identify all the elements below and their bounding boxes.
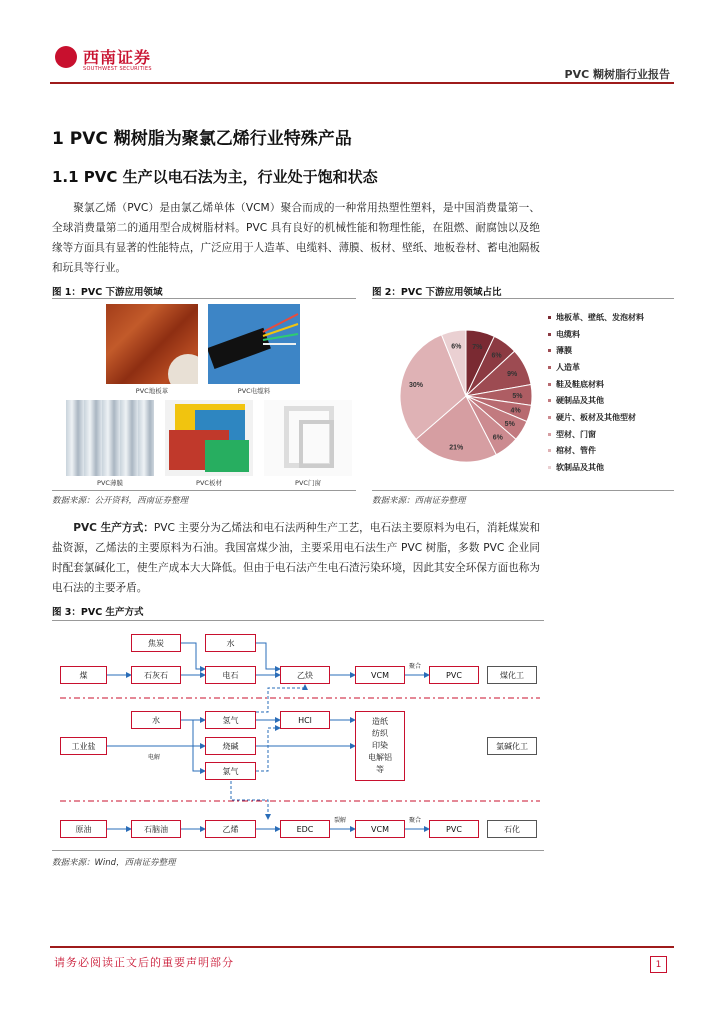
flow-box-pvc-2: PVC (429, 820, 479, 838)
flow-box-hydrogen: 氢气 (205, 711, 256, 729)
pie-label: 4% (510, 407, 521, 415)
flow-box-coal-chem: 煤化工 (487, 666, 537, 684)
flow-box-pvc-1: PVC (429, 666, 479, 684)
label-polymerize-1: 聚合 (409, 663, 422, 670)
legend-label: 软制品及其他 (556, 463, 604, 473)
legend-label: 人造革 (556, 362, 580, 372)
flow-box-chlorine: 氯气 (205, 762, 256, 780)
legend-label: 硬片、板材及其他型材 (556, 412, 636, 422)
brand-name: 西南证券 (83, 48, 152, 67)
flow-box-chlor-alkali: 氯碱化工 (487, 737, 537, 755)
flow-box-carbide: 电石 (205, 666, 256, 684)
legend-label: 型材、门窗 (556, 429, 596, 439)
production-lead: PVC 生产方式： (73, 522, 154, 534)
section-title: 1 PVC 糊树脂为聚氯乙烯行业特殊产品 (52, 129, 352, 149)
flow-box-water-2: 水 (131, 711, 181, 729)
report-title: PVC 糊树脂行业报告 (564, 68, 670, 81)
fig2-title: 图 2：PVC 下游应用领域占比 (372, 287, 502, 298)
pie-label: 6% (451, 343, 462, 351)
caption-film: PVC薄膜 (97, 479, 123, 487)
fig3-source: 数据来源：Wind，西南证券整理 (52, 858, 176, 868)
flow-box-coke: 焦炭 (131, 634, 181, 652)
pie-label: 7% (472, 343, 483, 351)
flow-box-coal: 煤 (60, 666, 107, 684)
pie-label: 21% (449, 444, 464, 452)
flow-box-salt: 工业盐 (60, 737, 107, 755)
pie-label: 6% (492, 434, 503, 442)
legend-label: 薄膜 (556, 346, 572, 356)
legend-label: 棺材、管件 (556, 446, 596, 456)
pie-label: 30% (408, 381, 423, 389)
fig3-title: 图 3：PVC 生产方式 (52, 607, 144, 618)
flow-box-caustic: 烧碱 (205, 737, 256, 755)
page-number: 1 (650, 956, 667, 973)
flow-box-water-1: 水 (205, 634, 256, 652)
flow-box-hcl: HCl (280, 711, 330, 729)
label-cracking: 裂解 (334, 817, 347, 824)
flow-box-crude: 原油 (60, 820, 107, 838)
flow-box-petrochem: 石化 (487, 820, 537, 838)
flow-box-vcm-2: VCM (355, 820, 405, 838)
pie-label: 5% (504, 421, 515, 429)
legend-label: 地板革、壁纸、发泡材料 (556, 312, 644, 322)
pie-label: 5% (512, 393, 523, 401)
footer-rule (50, 946, 674, 948)
brand-name-en: SOUTHWEST SECURITIES (83, 66, 152, 72)
legend-label: 鞋及鞋底材料 (556, 379, 604, 389)
flow-box-vcm-1: VCM (355, 666, 405, 684)
production-text: PVC 主要分为乙烯法和电石法两种生产工艺，电石法主要原料为电石，消耗煤炭和盐资源，乙烯法的主要原料为石油。我国富煤少油，主要采用电石法生产 PVC 树脂，多数 PVC 企业同时配套氯碱化工，使生产成本大大降低。但由于电石法产生电石渣污染环境，因此其安全环保方面也称为电石法的主要矛盾。 (52, 522, 540, 594)
fig1-title: 图 1：PVC 下游应用领域 (52, 287, 163, 298)
flow-box-acetylene: 乙炔 (280, 666, 330, 684)
fig3-rule-bottom (52, 850, 544, 851)
fig2-source: 数据来源：西南证券整理 (372, 496, 466, 506)
subsection-title: 1.1 PVC 生产以电石法为主，行业处于饱和状态 (52, 168, 378, 186)
label-electrolysis: 电解 (148, 754, 161, 761)
caption-board: PVC板材 (196, 479, 222, 487)
footer-notice: 请务必阅读正文后的重要声明部分 (54, 956, 234, 969)
caption-cable: PVC电缆料 (237, 387, 271, 395)
flow-box-ethylene: 乙烯 (205, 820, 256, 838)
intro-paragraph: 聚氯乙烯（PVC）是由氯乙烯单体（VCM）聚合而成的一种常用热塑性塑料，是中国消费量第一、全球消费量第二的通用型合成树脂材料。PVC 具有良好的机械性能和物理性能，在阻燃、耐腐蚀以及绝缘等方面具有显著的性能特点，广泛应用于人造革、电缆料、薄膜、板材、壁纸、地板卷材、蓄电池隔板和玩具等行业。 (52, 202, 540, 274)
caption-window: PVC门窗 (295, 479, 321, 487)
fig1-source: 数据来源：公开资料，西南证券整理 (52, 496, 189, 506)
flow-box-limestone: 石灰石 (131, 666, 181, 684)
pie-label: 6% (491, 352, 502, 360)
pie-label: 9% (507, 371, 518, 379)
legend-label: 电缆料 (556, 329, 580, 339)
flow-box-uses (355, 711, 405, 781)
legend-label: 硬制品及其他 (556, 396, 604, 406)
label-polymerize-2: 聚合 (409, 817, 422, 824)
caption-flooring: PVC地板革 (135, 387, 169, 395)
flow-box-naphtha: 石脑油 (131, 820, 181, 838)
uses-text: 造纸 纺织 印染 电解铝 等 (368, 717, 392, 774)
flow-box-edc: EDC (280, 820, 330, 838)
